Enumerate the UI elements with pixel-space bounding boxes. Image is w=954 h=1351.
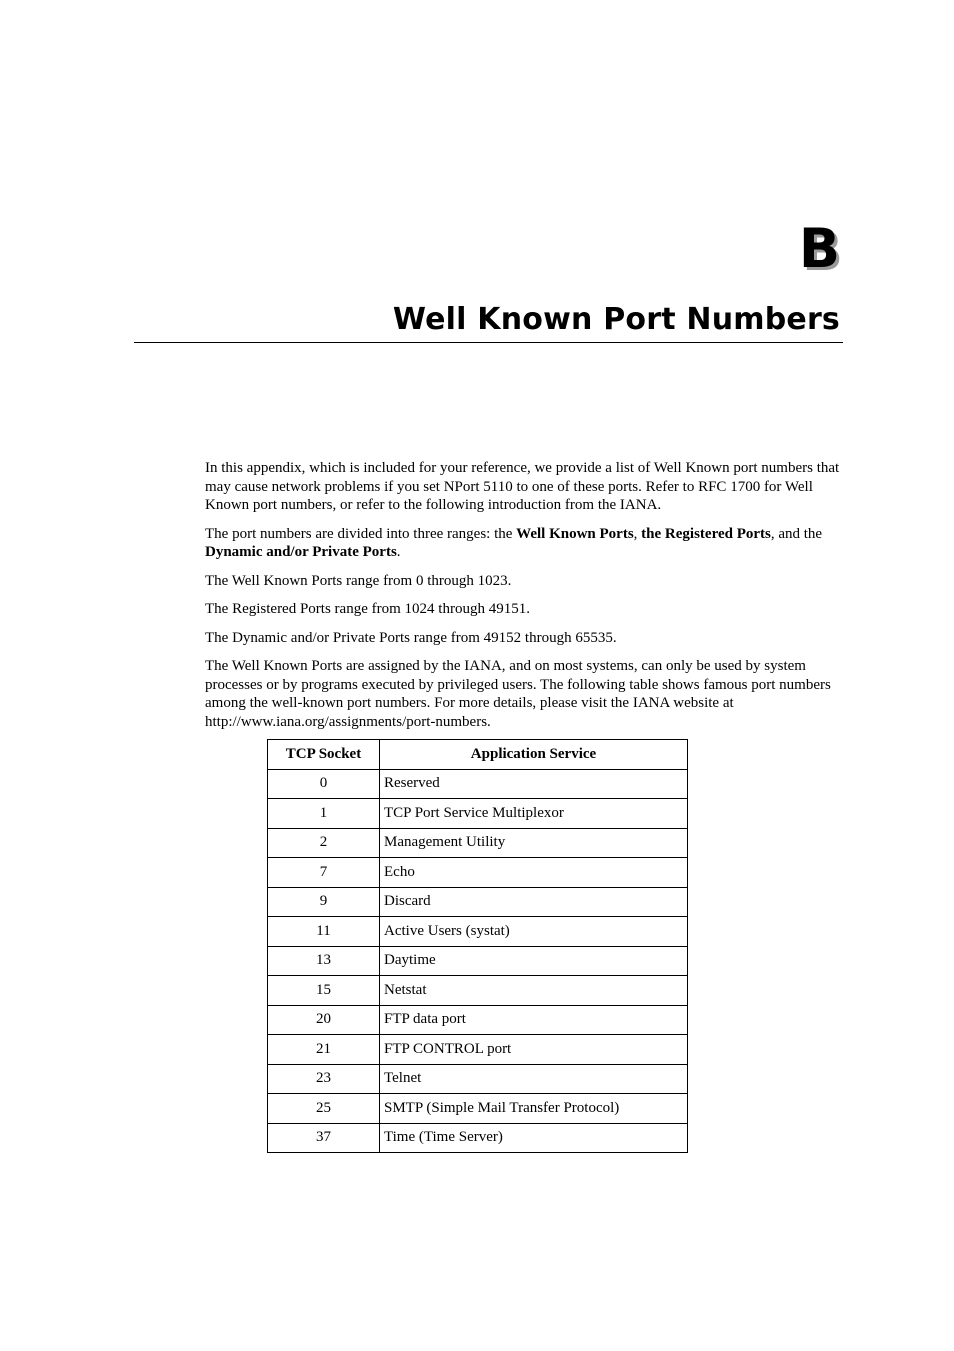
table-header-row — [268, 740, 688, 770]
tcp-socket-cell: 37 — [268, 1123, 380, 1153]
well-known-ports-term: Well Known Ports — [516, 525, 634, 542]
column-header-tcp-socket: TCP Socket — [268, 740, 380, 770]
ranges-paragraph — [205, 525, 845, 562]
tcp-socket-cell: 13 — [268, 946, 380, 976]
table-row — [268, 828, 688, 858]
application-service-cell: Discard — [380, 887, 688, 917]
table-row — [268, 769, 688, 799]
application-service-cell: Active Users (systat) — [380, 917, 688, 947]
table-row — [268, 1064, 688, 1094]
table-row — [268, 858, 688, 888]
title-divider — [134, 342, 843, 343]
application-service-cell: SMTP (Simple Mail Transfer Protocol) — [380, 1094, 688, 1124]
tcp-socket-cell: 25 — [268, 1094, 380, 1124]
ranges-end: . — [396, 544, 401, 560]
application-service-cell: TCP Port Service Multiplexor — [380, 799, 688, 829]
application-service-cell: Netstat — [380, 976, 688, 1006]
table-row — [268, 946, 688, 976]
dynamic-ports-term: Dynamic and/or Private Ports — [205, 544, 397, 560]
intro-paragraph: In this appendix, which is included for your reference, we provide a list of Well Known port numbers that may cause network problems if you set NPort 5110 to one of these ports. Refer to RFC 1700 for Well Known port numbers, or refer to the following introduction from the IANA. — [205, 460, 840, 513]
registered-range-paragraph: The Registered Ports range from 1024 through 49151. — [205, 601, 530, 617]
tcp-socket-cell: 0 — [268, 769, 380, 799]
table-row — [268, 799, 688, 829]
iana-paragraph: The Well Known Ports are assigned by the IANA, and on most systems, can only be used by system processes or by programs executed by privileged users. The following table shows famous port numbers among the well-known port numbers. For more details, please visit the IANA website at http://www.iana.org/assignments/port-numbers. — [205, 658, 831, 730]
tcp-socket-cell: 15 — [268, 976, 380, 1006]
tcp-socket-cell: 21 — [268, 1035, 380, 1065]
application-service-cell: FTP data port — [380, 1005, 688, 1035]
tcp-socket-cell: 7 — [268, 858, 380, 888]
tcp-socket-cell: 20 — [268, 1005, 380, 1035]
application-service-cell: Management Utility — [380, 828, 688, 858]
application-service-cell: Reserved — [380, 769, 688, 799]
well-known-range-paragraph: The Well Known Ports range from 0 through 1023. — [205, 572, 512, 589]
table-row — [268, 1035, 688, 1065]
tcp-socket-cell: 1 — [268, 799, 380, 829]
table-row — [268, 1123, 688, 1153]
table-row — [268, 917, 688, 947]
ranges-separator: , and the — [770, 525, 823, 542]
table-row — [268, 1094, 688, 1124]
table-row — [268, 976, 688, 1006]
table-row — [268, 1005, 688, 1035]
port-table — [267, 739, 688, 1153]
tcp-socket-cell: 11 — [268, 917, 380, 947]
chapter-letter: B — [798, 217, 840, 280]
dynamic-range-paragraph: The Dynamic and/or Private Ports range from 49152 through 65535. — [205, 629, 617, 646]
registered-ports-term: the Registered Ports — [641, 525, 771, 542]
application-service-cell: Telnet — [380, 1064, 688, 1094]
application-service-cell: FTP CONTROL port — [380, 1035, 688, 1065]
application-service-cell: Time (Time Server) — [380, 1123, 688, 1153]
tcp-socket-cell: 23 — [268, 1064, 380, 1094]
ranges-separator: , — [633, 525, 642, 542]
table-row — [268, 887, 688, 917]
ranges-text: The port numbers are divided into three ranges: the — [205, 525, 517, 542]
application-service-cell: Daytime — [380, 946, 688, 976]
tcp-socket-cell: 2 — [268, 828, 380, 858]
body-text — [205, 459, 845, 741]
column-header-application-service: Application Service — [380, 740, 688, 770]
application-service-cell: Echo — [380, 858, 688, 888]
tcp-socket-cell: 9 — [268, 887, 380, 917]
chapter-title: Well Known Port Numbers — [392, 302, 840, 337]
